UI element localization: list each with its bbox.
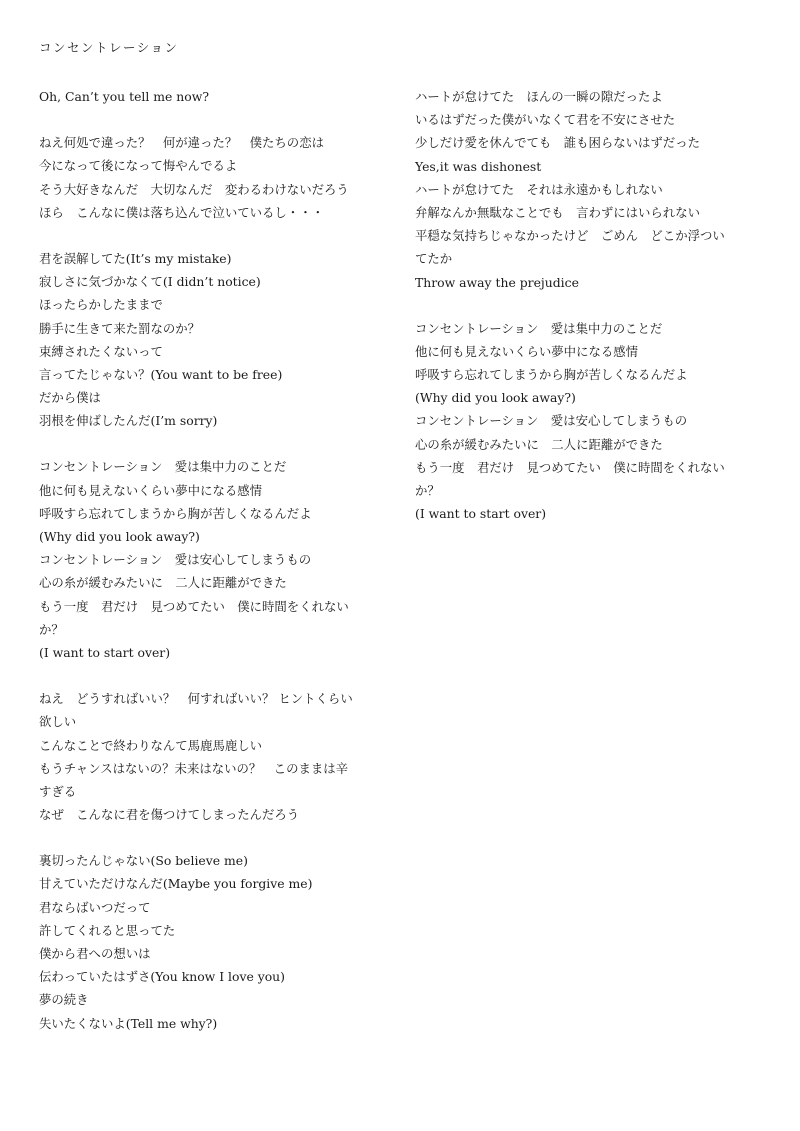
lyric-line: (Why did you look away?) bbox=[415, 390, 576, 406]
lyric-line: 呼吸すら忘れてしまうから胸が苦しくなるんだよ bbox=[39, 505, 312, 521]
stanza bbox=[415, 85, 775, 294]
lyric-line: 夢の続き bbox=[39, 992, 89, 1008]
lyric-line: 言ってたじゃない？(You want to be free) bbox=[39, 366, 283, 382]
lyric-line: 寂しさに気づかなくて(I didn’t notice) bbox=[39, 274, 261, 290]
page-title: コンセントレーション bbox=[39, 40, 179, 55]
stanza bbox=[415, 317, 775, 526]
lyric-line: ほったらかしたままで bbox=[39, 297, 163, 313]
lyric-line: コンセントレーション 愛は集中力のことだ bbox=[415, 320, 663, 336]
lyric-line: 心の糸が緩むみたいに 二人に距離ができた bbox=[39, 575, 287, 591]
lyric-line: だから僕は bbox=[39, 390, 101, 406]
stanza bbox=[39, 247, 394, 433]
stanza bbox=[39, 131, 394, 224]
lyric-line: 今になって後になって悔やんでるよ bbox=[39, 158, 238, 174]
lyric-line: 裏切ったんじゃない(So believe me) bbox=[39, 853, 248, 869]
lyric-line: 束縛されたくないって bbox=[39, 343, 163, 359]
lyric-line: ねえ何処で違った？ 何が違った？ 僕たちの恋は bbox=[39, 135, 324, 151]
lyric-line: いるはずだった僕がいなくて君を不安にさせた bbox=[415, 112, 676, 128]
lyric-line: Oh, Can’t you tell me now? bbox=[39, 89, 209, 104]
lyric-line: なぜ こんなに君を傷つけてしまったんだろう bbox=[39, 807, 300, 823]
lyric-line: ねえ どうすればいい？ 何すればいい？ ヒントくらい bbox=[39, 691, 353, 707]
lyric-line: もうチャンスはないの？未来はないの？ このままは辛 bbox=[39, 760, 349, 776]
lyric-line: ほら こんなに僕は落ち込んで泣いているし・・・ bbox=[39, 204, 324, 220]
lyric-line: 心の糸が緩むみたいに 二人に距離ができた bbox=[415, 436, 663, 452]
lyric-line: 君ならばいつだって bbox=[39, 899, 151, 915]
lyric-line: ハートが怠けてた それは永遠かもしれない bbox=[415, 181, 663, 197]
lyric-line: てたか bbox=[415, 251, 453, 267]
lyric-line: 他に何も見えないくらい夢中になる感情 bbox=[39, 482, 263, 498]
lyrics-left-column bbox=[39, 85, 394, 1058]
stanza bbox=[39, 455, 394, 664]
lyric-line: 許してくれると思ってた bbox=[39, 922, 176, 938]
lyric-line: もう一度 君だけ 見つめてたい 僕に時間をくれない bbox=[39, 598, 349, 614]
lyric-line: (I want to start over) bbox=[39, 644, 171, 660]
lyric-line: 他に何も見えないくらい夢中になる感情 bbox=[415, 343, 639, 359]
lyric-line: ハートが怠けてた ほんの一瞬の隙だったよ bbox=[415, 89, 663, 104]
lyric-line: 甘えていただけなんだ(Maybe you forgive me) bbox=[39, 876, 313, 892]
lyric-line: 平穏な気持ちじゃなかったけど ごめん どこか浮つい bbox=[415, 228, 725, 244]
lyric-line: コンセントレーション 愛は集中力のことだ bbox=[39, 459, 287, 475]
lyric-line: (Why did you look away?) bbox=[39, 529, 200, 544]
stanza bbox=[39, 687, 394, 826]
lyric-line: 失いたくないよ(Tell me why?) bbox=[39, 1015, 218, 1031]
lyric-line: Throw away the prejudice bbox=[415, 274, 579, 290]
lyric-line: 弁解なんか無駄なことでも 言わずにはいられない bbox=[415, 204, 700, 220]
lyric-line: もう一度 君だけ 見つめてたい 僕に時間をくれない bbox=[415, 459, 725, 475]
lyric-line: 少しだけ愛を休んでても 誰も困らないはずだった bbox=[415, 135, 700, 151]
lyric-line: 君を誤解してた(It’s my mistake) bbox=[39, 250, 232, 266]
lyric-line: か？ bbox=[415, 483, 440, 498]
lyric-line: 呼吸すら忘れてしまうから胸が苦しくなるんだよ bbox=[415, 367, 688, 383]
lyric-line: Yes,it was dishonest bbox=[415, 158, 542, 174]
lyric-line: 欲しい bbox=[39, 714, 77, 730]
stanza bbox=[39, 85, 394, 108]
lyrics-right-column bbox=[415, 85, 775, 548]
lyric-line: すぎる bbox=[39, 783, 77, 799]
lyric-line: か？ bbox=[39, 621, 64, 637]
lyric-line: コンセントレーション 愛は安心してしまうもの bbox=[39, 552, 312, 568]
lyric-line: そう大好きなんだ 大切なんだ 変わるわけないだろう bbox=[39, 181, 349, 197]
lyric-line: 勝手に生きて来た罰なのか？ bbox=[39, 320, 201, 336]
lyric-line: 伝わっていたはずさ(You know I love you) bbox=[39, 969, 285, 985]
lyric-line: 僕から君への想いは bbox=[39, 946, 151, 961]
stanza bbox=[39, 849, 394, 1035]
lyric-line: こんなことで終わりなんて馬鹿馬鹿しい bbox=[39, 737, 263, 753]
lyric-line: コンセントレーション 愛は安心してしまうもの bbox=[415, 413, 688, 429]
lyric-line: (I want to start over) bbox=[415, 506, 547, 522]
lyric-line: 羽根を伸ばしたんだ(I’m sorry) bbox=[39, 413, 218, 429]
